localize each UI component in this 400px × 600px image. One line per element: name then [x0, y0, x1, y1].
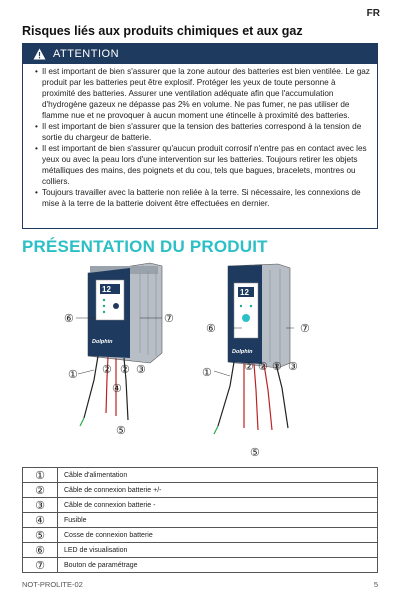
legend-row [23, 483, 378, 498]
callout-5-left: ⑤ [116, 425, 126, 437]
presentation-title: PRÉSENTATION DU PRODUIT [22, 237, 268, 256]
charger-left [88, 263, 162, 363]
legend-text: Câble de connexion batterie - [58, 498, 378, 513]
language-label: FR [366, 8, 380, 19]
legend-num: ② [23, 483, 58, 498]
warning-box [22, 43, 378, 229]
callout-1-left: ① [68, 369, 78, 381]
product-figure [50, 258, 350, 463]
callout-3-left: ③ [136, 364, 146, 376]
warning-item: • Toujours travailler avec la batterie non reliée à la terre. Si nécessaire, les connexions de mise à la terre de la batterie doivent être effectuées en dernier. [35, 187, 371, 209]
brand-label-left: Dolphin [92, 339, 113, 345]
warning-item: • Il est important de bien s'assurer que la tension des batteries correspond à la tension de sortie du chargeur de batterie. [35, 121, 371, 143]
legend-row [23, 513, 378, 528]
legend-num: ① [23, 468, 58, 483]
section-title: Risques liés aux produits chimiques et aux gaz [22, 24, 303, 38]
legend-text: Câble de connexion batterie +/- [58, 483, 378, 498]
callout-4-left: ④ [112, 383, 122, 395]
legend-row [23, 528, 378, 543]
callout-2-left: ② [102, 364, 112, 376]
callout-7-right: ⑦ [300, 323, 310, 335]
callout-2b-right: ② [258, 361, 268, 373]
callout-6-left: ⑥ [64, 313, 74, 325]
doc-reference: NOT-PROLITE-02 [22, 580, 83, 589]
warning-triangle-icon [33, 48, 46, 60]
callout-2c-right: ② [272, 361, 282, 373]
legend-text: Bouton de paramétrage [58, 558, 378, 573]
callout-2-right: ② [244, 361, 254, 373]
charger-right [228, 264, 290, 368]
legend-row [23, 498, 378, 513]
legend-num: ④ [23, 513, 58, 528]
display-value-left: 12 [102, 285, 111, 294]
display-value-right: 12 [240, 288, 249, 297]
warning-header [23, 44, 377, 64]
warning-item: • Il est important de bien s'assurer qu'aucun produit corrosif n'entre pas en contact avec les yeux ou avec la peau lors d'une intervention sur les batteries. Toujours retirer les objets métalliques des mains, des poignets et du cou, tels que bagues, bracelets, montres ou colliers. [35, 143, 371, 187]
warning-title: ATTENTION [53, 48, 120, 60]
legend-row [23, 468, 378, 483]
legend-num: ③ [23, 498, 58, 513]
legend-text: Cosse de connexion batterie [58, 528, 378, 543]
legend-num: ⑤ [23, 528, 58, 543]
legend-table [22, 467, 378, 573]
legend-num: ⑦ [23, 558, 58, 573]
callout-6-right: ⑥ [206, 323, 216, 335]
legend-text: LED de visualisation [58, 543, 378, 558]
page-number: 5 [373, 580, 378, 589]
legend-num: ⑥ [23, 543, 58, 558]
callout-5-right: ⑤ [250, 447, 260, 459]
brand-label-right: Dolphin [232, 349, 253, 355]
legend-row [23, 558, 378, 573]
legend-text: Fusible [58, 513, 378, 528]
callout-3-right: ③ [288, 361, 298, 373]
warning-item: • Il est important de bien s'assurer que la zone autour des batteries est bien ventilée. Le gaz produit par les batteries peut être explosif. Protéger les yeux de toute personne à proximité des batteries. Assurer une ventilation adéquate afin que l'accumulation d'hydrogène gazeux ne dépasse pas 2% en volume. Ne pas fumer, ne pas utiliser de flamme nue et ne provoquer à aucun moment une étincelle à proximité des batteries. [35, 66, 371, 121]
callout-1-right: ① [202, 367, 212, 379]
warning-list [23, 64, 377, 209]
callout-2b-left: ② [120, 364, 130, 376]
callout-7-left: ⑦ [164, 313, 174, 325]
legend-row [23, 543, 378, 558]
legend-text: Câble d'alimentation [58, 468, 378, 483]
